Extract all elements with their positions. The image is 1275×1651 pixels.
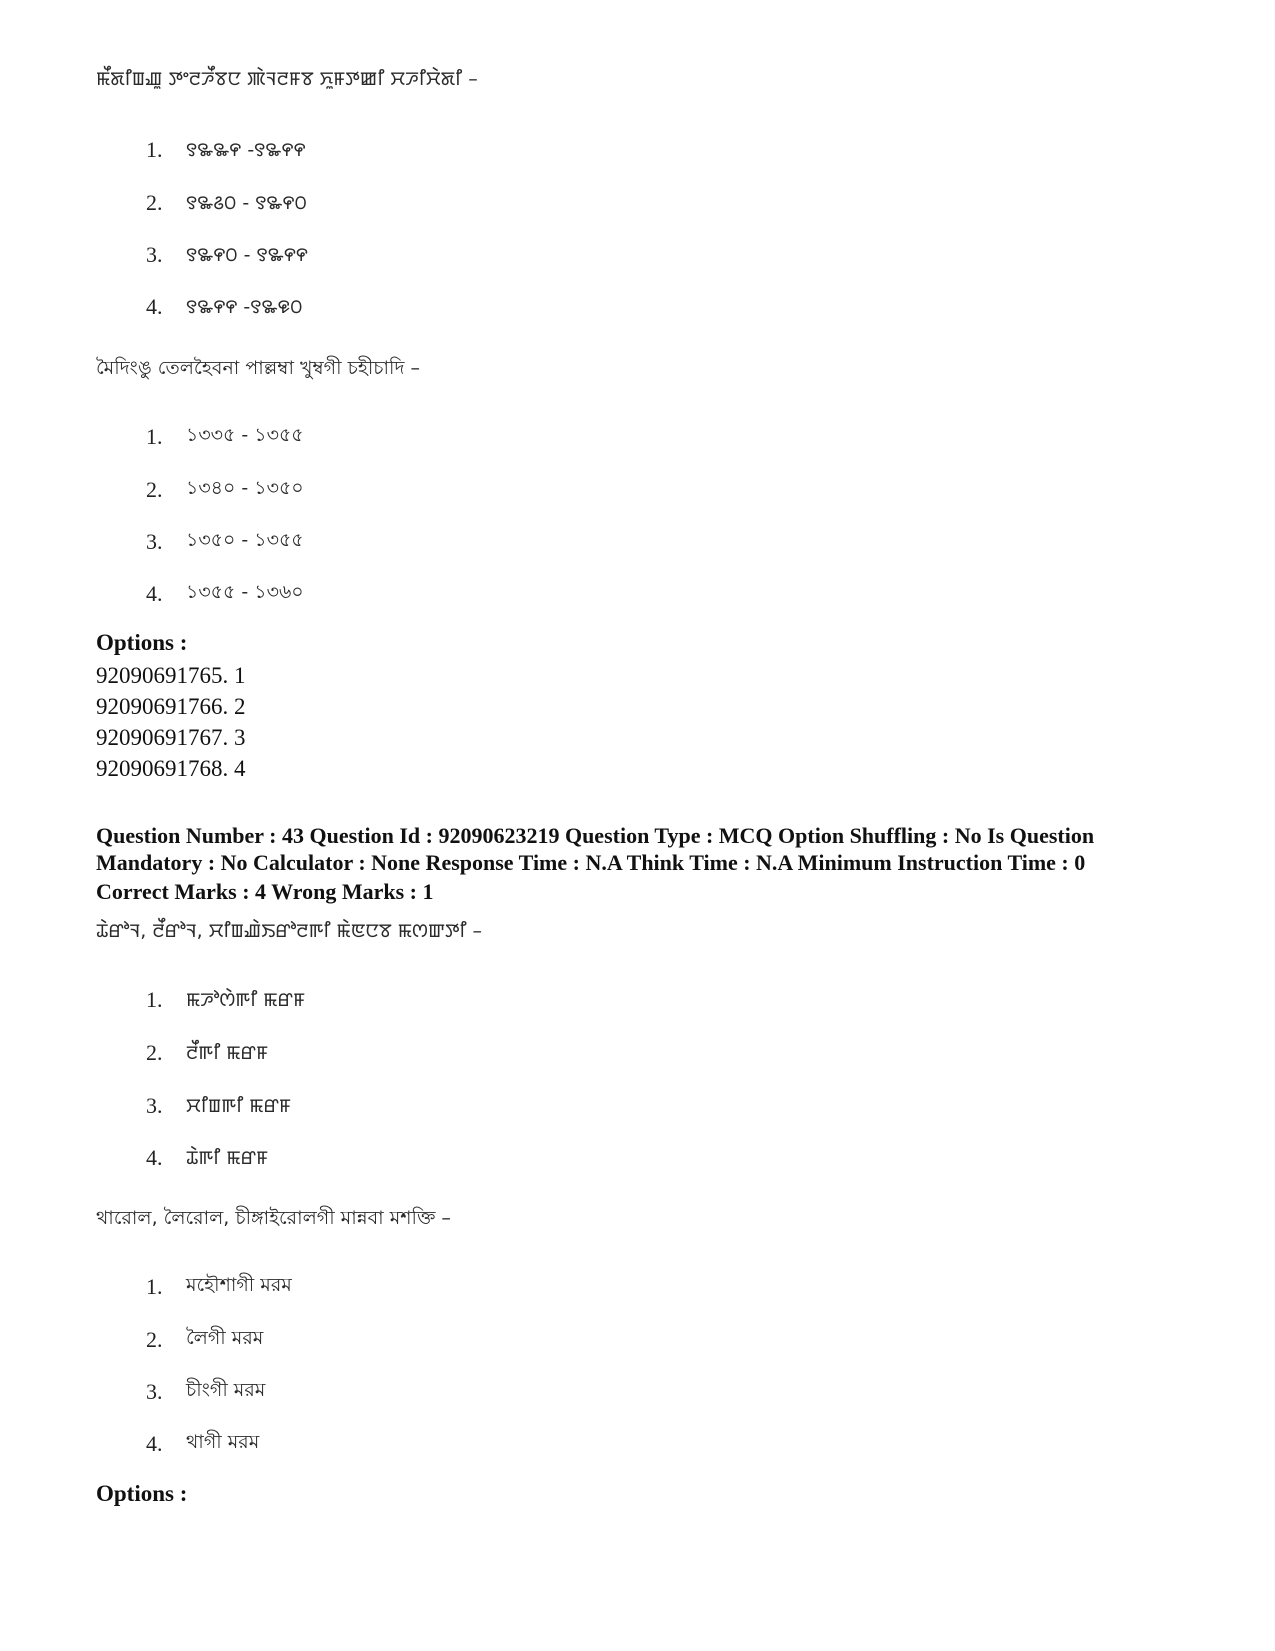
option-text: চীংগী মরম xyxy=(186,1379,266,1401)
option-number: 2. xyxy=(146,477,163,502)
option-item xyxy=(146,1377,265,1407)
question-text-bengali: থারোল, লৈরোল, চীঙ্গাইরোলগী মান্নবা মশক্তি – xyxy=(96,1207,451,1229)
option-text: ꯱꯳꯵꯰ - ꯱꯳꯵꯵ xyxy=(186,244,308,266)
option-text: ꯱꯳꯴꯰ - ꯱꯳꯵꯰ xyxy=(186,192,307,214)
option-item xyxy=(146,1272,292,1302)
option-id-line: 92090691768. 4 xyxy=(96,756,246,781)
option-number: 2. xyxy=(146,1327,163,1352)
option-item xyxy=(146,135,306,165)
question-metadata: Question Number : 43 Question Id : 92090623219 Question Type : MCQ Option Shuffling : No Is Question Mandatory : No Calculator : None Response Time : N.A Think Time : N.A Minimum Instruction Time : 0 xyxy=(96,823,1095,875)
option-text: ১৩৪০ - ১৩৫০ xyxy=(186,477,304,499)
options-label: Options : xyxy=(96,630,188,655)
option-text: ꯱꯳꯵꯵ -꯱꯳꯶꯰ xyxy=(186,296,303,318)
option-number: 1. xyxy=(146,424,163,449)
option-item xyxy=(146,527,304,557)
option-item xyxy=(146,1429,259,1459)
option-item xyxy=(146,1091,291,1121)
options-label: Options : xyxy=(96,1481,188,1506)
option-number: 4. xyxy=(146,294,163,319)
option-number: 3. xyxy=(146,529,163,554)
option-number: 3. xyxy=(146,242,163,267)
option-item xyxy=(146,475,304,505)
option-id-line: 92090691766. 2 xyxy=(96,694,246,719)
option-number: 4. xyxy=(146,581,163,606)
option-id-line: 92090691767. 3 xyxy=(96,725,246,750)
option-number: 4. xyxy=(146,1145,163,1170)
option-text: ১৩৩৫ - ১৩৫৫ xyxy=(186,424,304,446)
option-number: 1. xyxy=(146,1274,163,1299)
option-number: 2. xyxy=(146,1040,163,1065)
option-item xyxy=(146,1325,263,1355)
option-text: ꯃꯍꯣꯁꯥꯒꯤ ꯃꯔꯝ xyxy=(186,989,306,1011)
question-text-meitei: ꯃꯩꯗꯤꯡꯉꯨ ꯇꯦꯂꯍꯩꯕꯅ ꯄꯥꯜꯂꯝꯕ ꯈꯨꯝꯇꯀꯤ ꯆꯍꯤꯆꯥꯗꯤ – xyxy=(96,68,478,90)
option-number: 1. xyxy=(146,137,163,162)
option-text: ꯱꯳꯳꯵ -꯱꯳꯵꯵ xyxy=(186,139,306,161)
option-text: মহৌশাগী মরম xyxy=(186,1274,292,1296)
option-item xyxy=(146,240,308,270)
option-text: ১৩৫৫ - ১৩৬০ xyxy=(186,581,304,603)
option-text: ১৩৫০ - ১৩৫৫ xyxy=(186,529,304,551)
option-item xyxy=(146,1038,268,1068)
option-item xyxy=(146,1143,268,1173)
option-text: লৈগী মরম xyxy=(186,1327,264,1349)
option-text: ꯆꯤꯡꯒꯤ ꯃꯔꯝ xyxy=(186,1095,292,1117)
option-item xyxy=(146,985,305,1015)
option-item xyxy=(146,292,302,322)
question-marks: Correct Marks : 4 Wrong Marks : 1 xyxy=(96,879,434,904)
option-item xyxy=(146,579,304,609)
option-number: 2. xyxy=(146,190,163,215)
option-number: 3. xyxy=(146,1093,163,1118)
option-id-line: 92090691765. 1 xyxy=(96,663,246,688)
option-number: 3. xyxy=(146,1379,163,1404)
option-text: থাগী মরম xyxy=(186,1431,260,1453)
option-text: ꯂꯩꯒꯤ ꯃꯔꯝ xyxy=(186,1042,269,1064)
option-item xyxy=(146,422,304,452)
option-item xyxy=(146,188,307,218)
option-text: ꯊꯥꯒꯤ ꯃꯔꯝ xyxy=(186,1147,269,1169)
question-text-meitei: ꯊꯥꯔꯣꯜ, ꯂꯩꯔꯣꯜ, ꯆꯤꯡꯉꯥꯏꯔꯣꯂꯒꯤ ꯃꯥꯟꯅꯕ ꯃꯁꯛꯇꯤ – xyxy=(96,920,483,942)
option-number: 1. xyxy=(146,987,163,1012)
option-number: 4. xyxy=(146,1431,163,1456)
question-text-bengali: মৈদিংঙু তেলহৈবনা পাল্লম্বা খুম্বগী চহীচাদি – xyxy=(96,357,421,379)
